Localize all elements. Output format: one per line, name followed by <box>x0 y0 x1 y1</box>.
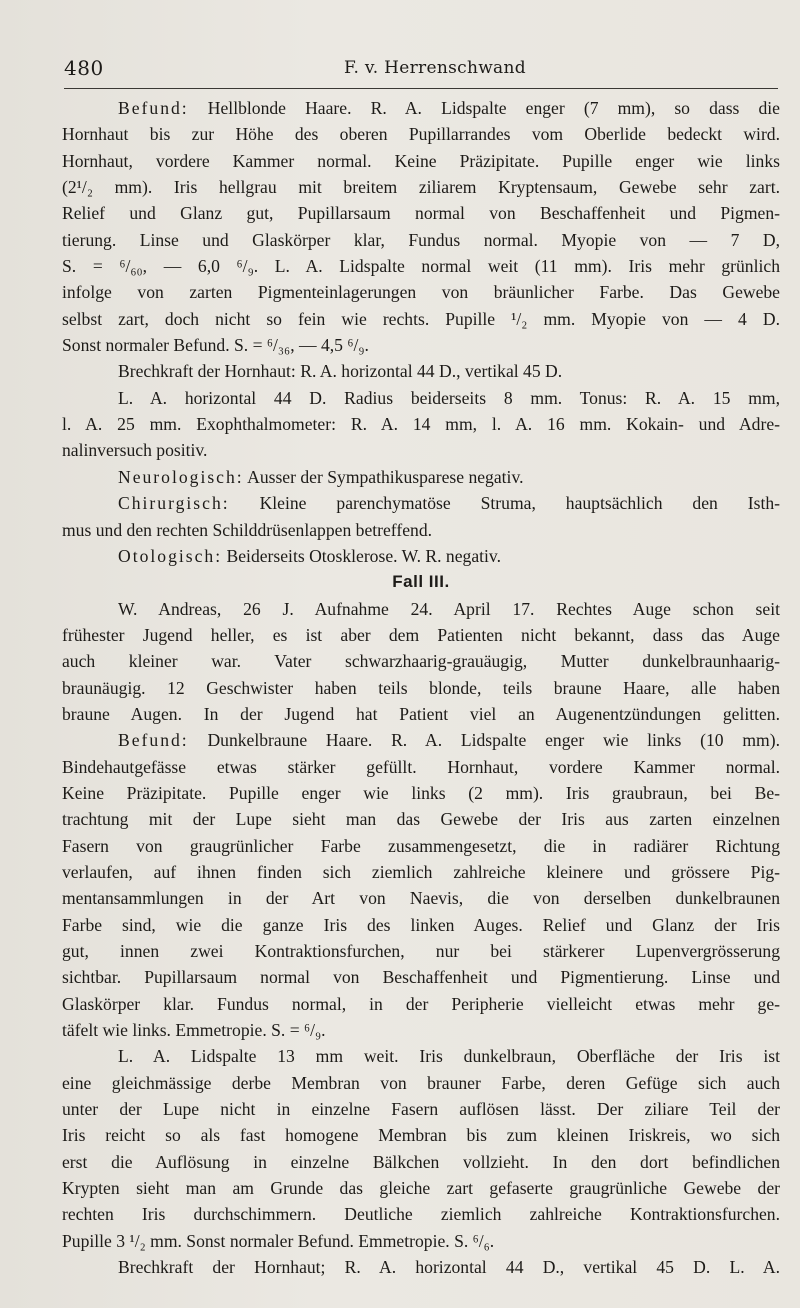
text-line <box>62 1201 780 1227</box>
text-line <box>62 411 780 437</box>
text-line <box>62 1175 780 1201</box>
line-text: sichtbar. Pupillarsaum normal von Beschaffenheit und Pigmentierung. Linse und <box>62 967 780 988</box>
line-text: Kleine parenchymatöse Struma, hauptsächlich den Isth- <box>229 493 780 514</box>
line-text: S. = ⁶/₆₀, — 6,0 ⁶/₉. L. A. Lidspalte normal weit (11 mm). Iris mehr grünlich <box>62 256 780 277</box>
line-text: Hellblonde Haare. R. A. Lidspalte enger (7 mm), so dass die <box>188 98 780 118</box>
text-line <box>62 622 780 648</box>
text-line <box>62 385 780 411</box>
line-text: selbst zart, doch nicht so fein wie rechts. Pupille ¹/₂ mm. Myopie von — 4 D. <box>62 308 780 329</box>
text-line <box>62 358 780 384</box>
line-text: eine gleichmässige derbe Membran von brauner Farbe, deren Gefüge sich auch <box>62 1072 780 1093</box>
line-text: braunäugig. 12 Geschwister haben teils blonde, teils braune Haare, alle haben <box>62 677 780 698</box>
line-text: Pupille 3 ¹/₂ mm. Sonst normaler Befund. Emmetropie. S. ⁶/₆. <box>62 1230 495 1251</box>
line-text: auch kleiner war. Vater schwarzhaarig-grauäugig, Mutter dunkelbraunhaarig- <box>62 651 780 672</box>
text-line <box>62 727 780 753</box>
line-text: trachtung mit der Lupe sieht man das Gewebe der Iris aus zarten einzelnen <box>62 809 780 830</box>
line-text: Dunkelbraune Haare. R. A. Lidspalte enger wie links (10 mm). <box>188 730 780 751</box>
line-text: Hornhaut bis zur Höhe des oberen Pupillarrandes vom Oberlide bedeckt wird. <box>62 124 780 145</box>
line-text: Glaskörper klar. Fundus normal, in der Peripherie vielleicht etwas mehr ge- <box>62 993 780 1014</box>
line-text: Ausser der Sympathikusparese negativ. <box>243 466 524 487</box>
line-text: frühester Jugend heller, es ist aber dem Patienten nicht bekannt, dass das Auge <box>62 624 780 645</box>
text-line <box>62 200 780 226</box>
text-line <box>62 1017 780 1043</box>
line-text: L. A. horizontal 44 D. Radius beiderseits 8 mm. Tonus: R. A. 15 mm, <box>118 387 780 408</box>
line-text: Brechkraft der Hornhaut: R. A. horizontal 44 D., vertikal 45 D. <box>118 361 563 382</box>
line-text: W. Andreas, 26 J. Aufnahme 24. April 17. Rechtes Auge schon seit <box>118 598 780 619</box>
text-line <box>62 174 780 200</box>
text-line <box>62 754 780 780</box>
text-line <box>62 675 780 701</box>
text-line <box>62 780 780 806</box>
text-line <box>62 227 780 253</box>
line-text: unter der Lupe nicht in einzelne Fasern auflösen lässt. Der ziliare Teil der <box>62 1099 780 1120</box>
line-text: Krypten sieht man am Grunde das gleiche zart gefaserte graugrünliche Gewebe der <box>62 1178 780 1199</box>
text-line <box>62 991 780 1017</box>
line-text: (2¹/₂ mm). Iris hellgrau mit breitem ziliarem Kryptensaum, Gewebe sehr zart. <box>62 177 780 198</box>
line-text: Hornhaut, vordere Kammer normal. Keine Präzipitate. Pupille enger wie links <box>62 150 780 171</box>
text-line <box>62 1149 780 1175</box>
page-number: 480 <box>64 56 104 80</box>
text-line <box>62 885 780 911</box>
text-line <box>62 1228 780 1254</box>
spaced-label: Otologisch: <box>118 545 223 566</box>
text-line <box>62 912 780 938</box>
line-text: mus und den rechten Schilddrüsenlappen betreffend. <box>62 519 433 540</box>
line-text: rechten Iris durchschimmern. Deutliche ziemlich zahlreiche Kontraktionsfurchen. <box>62 1204 780 1225</box>
line-text: Sonst normaler Befund. S. = ⁶/₃₆, — 4,5 ⁶/₉. <box>62 335 369 356</box>
line-text: braune Augen. In der Jugend hat Patient viel an Augenentzündungen gelitten. <box>62 703 780 724</box>
text-line <box>62 253 780 279</box>
line-text: Keine Präzipitate. Pupille enger wie links (2 mm). Iris graubraun, bei Be- <box>62 782 780 803</box>
running-title: F. v. Herrenschwand <box>344 58 526 78</box>
line-text: Beiderseits Otosklerose. W. R. negativ. <box>222 545 501 566</box>
line-text: Bindehautgefässe etwas stärker gefüllt. Hornhaut, vordere Kammer normal. <box>62 756 780 777</box>
text-line <box>62 806 780 832</box>
spaced-label: Chirurgisch: <box>118 493 230 514</box>
text-line <box>62 464 780 490</box>
text-line <box>62 306 780 332</box>
text-line <box>62 1096 780 1122</box>
text-line <box>62 938 780 964</box>
line-text: Fasern von graugrünlicher Farbe zusammengesetzt, die in radiärer Richtung <box>62 835 780 856</box>
text-line <box>62 648 780 674</box>
text-line <box>62 279 780 305</box>
line-text: Brechkraft der Hornhaut; R. A. horizontal 44 D., vertikal 45 D. L. A. <box>118 1257 780 1278</box>
line-text: erst die Auflösung in einzelne Bälkchen vollzieht. In den dort befindlichen <box>62 1151 780 1172</box>
text-line <box>62 859 780 885</box>
line-text: Iris reicht so als fast homogene Membran bis zum kleinen Iriskreis, wo sich <box>62 1125 780 1146</box>
line-text: Relief und Glanz gut, Pupillarsaum normal von Beschaffenheit und Pigmen- <box>62 203 780 224</box>
line-text: Farbe sind, wie die ganze Iris des linken Auges. Relief und Glanz der Iris <box>62 914 780 935</box>
text-line <box>62 1254 780 1280</box>
line-text: gut, innen zwei Kontraktionsfurchen, nur bei stärkerer Lupenvergrösserung <box>62 941 780 961</box>
section-heading: Fall III. <box>392 572 450 592</box>
text-line <box>62 517 780 543</box>
text-line <box>62 1122 780 1148</box>
line-text: verlaufen, auf ihnen finden sich ziemlich zahlreiche kleinere und grössere Pig- <box>62 861 780 882</box>
line-text: L. A. Lidspalte 13 mm weit. Iris dunkelbraun, Oberfläche der Iris ist <box>118 1046 780 1067</box>
text-line <box>62 596 780 622</box>
page-header <box>64 54 778 89</box>
line-text: täfelt wie links. Emmetropie. S. = ⁶/₉. <box>62 1020 326 1041</box>
text-line <box>62 490 780 516</box>
text-line <box>62 1043 780 1069</box>
line-text: l. A. 25 mm. Exophthalmometer: R. A. 14 mm, l. A. 16 mm. Kokain- und Adre- <box>62 414 780 435</box>
text-line <box>62 332 780 358</box>
spaced-label: Neurologisch: <box>118 466 244 487</box>
text-line <box>62 437 780 463</box>
text-line <box>62 1070 780 1096</box>
text-line <box>62 95 780 121</box>
line-text: mentansammlungen in der Art von Naevis, die von derselben dunkelbraunen <box>62 888 780 909</box>
spaced-label: Befund: <box>118 730 189 751</box>
line-text: tierung. Linse und Glaskörper klar, Fundus normal. Myopie von — 7 D, <box>62 229 780 250</box>
text-line <box>62 543 780 569</box>
spaced-label: Befund: <box>118 98 189 118</box>
text-line <box>62 833 780 859</box>
text-line <box>62 121 780 147</box>
line-text: nalinversuch positiv. <box>62 440 208 461</box>
line-text: infolge von zarten Pigmenteinlagerungen von bräunlicher Farbe. Das Gewebe <box>62 282 780 303</box>
text-line <box>62 148 780 174</box>
text-line <box>62 701 780 727</box>
text-line <box>62 964 780 990</box>
body-text <box>62 95 780 1280</box>
